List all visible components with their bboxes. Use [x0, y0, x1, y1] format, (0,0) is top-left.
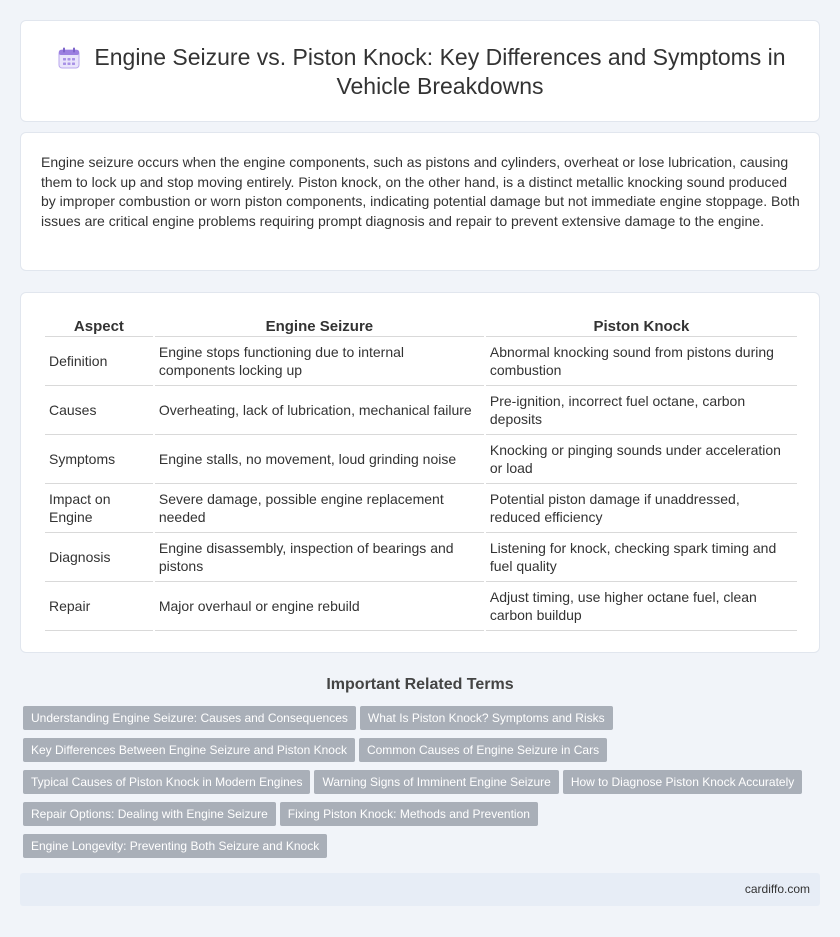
table-row: [45, 435, 797, 484]
related-term-tag[interactable]: Repair Options: Dealing with Engine Seizure: [23, 802, 276, 826]
row-engine-seizure: Engine stops functioning due to internal components locking up: [155, 337, 484, 386]
related-term-tag[interactable]: Fixing Piston Knock: Methods and Prevention: [280, 802, 538, 826]
related-term-tag[interactable]: How to Diagnose Piston Knock Accurately: [563, 770, 802, 794]
related-term-tag[interactable]: What Is Piston Knock? Symptoms and Risks: [360, 706, 613, 730]
related-term-tag[interactable]: Engine Longevity: Preventing Both Seizure and Knock: [23, 834, 327, 858]
comparison-table: [43, 313, 799, 631]
comparison-card: [20, 292, 820, 653]
header-card: [20, 20, 820, 122]
related-term-tag[interactable]: Warning Signs of Imminent Engine Seizure: [314, 770, 558, 794]
footer-site-link[interactable]: cardiffo.com: [744, 882, 810, 896]
related-terms-list: [23, 706, 813, 866]
row-engine-seizure: Severe damage, possible engine replacement needed: [155, 484, 484, 533]
header-engine-seizure: Engine Seizure: [155, 313, 484, 337]
table-row: [45, 533, 797, 582]
table-row: [45, 582, 797, 631]
row-piston-knock: Pre-ignition, incorrect fuel octane, carbon deposits: [486, 386, 797, 435]
row-engine-seizure: Overheating, lack of lubrication, mechanical failure: [155, 386, 484, 435]
related-term-tag[interactable]: Key Differences Between Engine Seizure and Piston Knock: [23, 738, 355, 762]
row-aspect: Diagnosis: [45, 533, 153, 582]
related-terms-title: Important Related Terms: [326, 676, 514, 693]
row-piston-knock: Adjust timing, use higher octane fuel, clean carbon buildup: [486, 582, 797, 631]
row-engine-seizure: Engine stalls, no movement, loud grinding noise: [155, 435, 484, 484]
related-term-tag[interactable]: Common Causes of Engine Seizure in Cars: [359, 738, 607, 762]
intro-paragraph: Engine seizure occurs when the engine components, such as pistons and cylinders, overheat or lose lubrication, causing them to lock up and stop moving entirely. Piston knock, on the other hand, is a distinct metallic knocking sound produced by improper combustion or worn piston components, indicating potential damage but not immediate engine stoppage. Both issues are critical engine problems requiring prompt diagnosis and repair to prevent extensive damage to the engine.: [41, 154, 800, 229]
table-row: [45, 337, 797, 386]
row-piston-knock: Knocking or pinging sounds under acceleration or load: [486, 435, 797, 484]
related-term-tag[interactable]: Understanding Engine Seizure: Causes and Consequences: [23, 706, 356, 730]
page-title: Engine Seizure vs. Piston Knock: Key Differences and Symptoms in Vehicle Breakdowns: [94, 44, 786, 99]
row-aspect: Symptoms: [45, 435, 153, 484]
row-engine-seizure: Major overhaul or engine rebuild: [155, 582, 484, 631]
row-piston-knock: Potential piston damage if unaddressed, reduced efficiency: [486, 484, 797, 533]
related-term-tag[interactable]: Typical Causes of Piston Knock in Modern Engines: [23, 770, 310, 794]
row-aspect: Causes: [45, 386, 153, 435]
intro-card: [20, 132, 820, 271]
table-header-row: [45, 313, 797, 337]
table-row: [45, 386, 797, 435]
table-row: [45, 484, 797, 533]
row-piston-knock: Abnormal knocking sound from pistons during combustion: [486, 337, 797, 386]
row-engine-seizure: Engine disassembly, inspection of bearings and pistons: [155, 533, 484, 582]
row-aspect: Impact on Engine: [45, 484, 153, 533]
footer: [20, 873, 820, 906]
row-piston-knock: Listening for knock, checking spark timing and fuel quality: [486, 533, 797, 582]
row-aspect: Repair: [45, 582, 153, 631]
header-piston-knock: Piston Knock: [486, 313, 797, 337]
header-aspect: Aspect: [45, 313, 153, 337]
row-aspect: Definition: [45, 337, 153, 386]
